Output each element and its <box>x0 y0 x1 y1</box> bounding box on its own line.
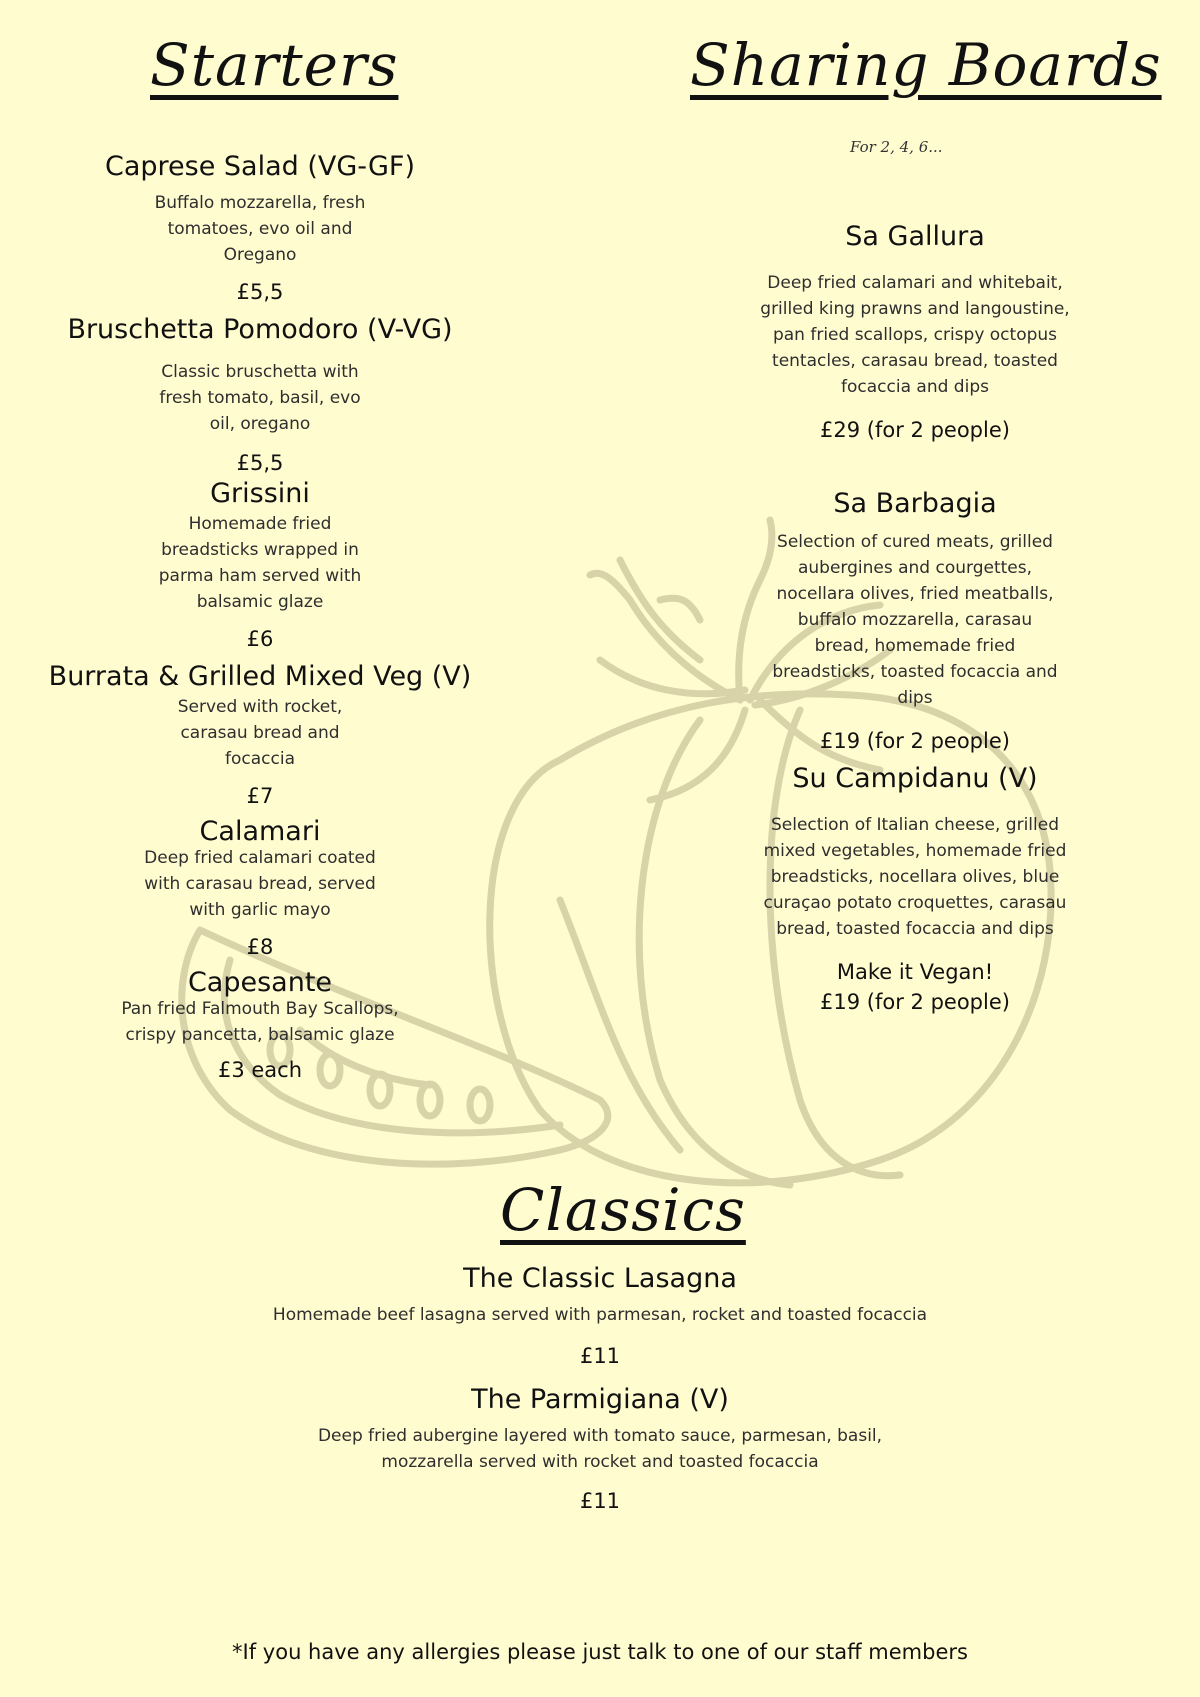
item-description: Homemade beef lasagna served with parmesan, rocket and toasted focaccia <box>272 1305 928 1325</box>
item-price: £5,5 <box>236 280 284 304</box>
sharing-boards-heading: Sharing Boards <box>690 31 1162 99</box>
item-name: Sa Gallura <box>845 221 985 252</box>
menu-item <box>200 1262 1000 1370</box>
item-name: The Parmigiana (V) <box>471 1384 729 1415</box>
item-name: Burrata & Grilled Mixed Veg (V) <box>48 661 472 692</box>
item-note: Make it Vegan! <box>836 960 994 984</box>
item-description: Buffalo mozzarella, fresh tomatoes, evo oil and Oregano <box>154 193 366 265</box>
item-name: Caprese Salad (VG-GF) <box>104 151 415 182</box>
item-name: Su Campidanu (V) <box>792 763 1038 794</box>
item-price: £3 each <box>217 1058 303 1082</box>
item-name: Sa Barbagia <box>833 488 997 519</box>
menu-item <box>200 1383 1000 1515</box>
item-price: £11 <box>579 1489 621 1513</box>
item-price: £8 <box>246 935 274 959</box>
item-description: Deep fried calamari coated with carasau bread, served with garlic mayo <box>144 848 376 920</box>
starters-heading: Starters <box>150 31 399 99</box>
item-description: Selection of Italian cheese, grilled mixed vegetables, homemade fried breadsticks, nocellara olives, blue curaçao potato croquettes, carasau bread, toasted focaccia and dips <box>763 815 1067 939</box>
item-description: Selection of cured meats, grilled aubergines and courgettes, nocellara olives, fried meatballs, buffalo mozzarella, carasau bread, homemade fried breadsticks, toasted focaccia and dips <box>772 532 1058 708</box>
item-name: Calamari <box>199 816 321 847</box>
item-name: Bruschetta Pomodoro (V-VG) <box>67 314 453 345</box>
item-description: Pan fried Falmouth Bay Scallops, crispy pancetta, balsamic glaze <box>121 999 399 1045</box>
item-price: £6 <box>246 627 274 651</box>
item-description: Deep fried calamari and whitebait, grilled king prawns and langoustine, pan fried scallops, crispy octopus tentacles, carasau bread, toasted focaccia and dips <box>760 273 1070 397</box>
sharing-boards-subtitle: For 2, 4, 6... <box>850 138 943 156</box>
item-description: Served with rocket, carasau bread and focaccia <box>177 697 343 769</box>
item-price: £19 (for 2 people) <box>820 729 1010 753</box>
item-price: £5,5 <box>236 451 284 475</box>
item-price: £11 <box>579 1344 621 1368</box>
classics-section <box>200 0 1000 1560</box>
item-name: Grissini <box>210 478 310 509</box>
item-description: Deep fried aubergine layered with tomato sauce, parmesan, basil, mozzarella served with rocket and toasted focaccia <box>317 1426 883 1472</box>
classics-heading: Classics <box>500 1176 746 1244</box>
item-description: Homemade fried breadsticks wrapped in parma ham served with balsamic glaze <box>158 514 362 612</box>
item-name: The Classic Lasagna <box>463 1263 737 1294</box>
item-price: £19 (for 2 people) <box>820 990 1010 1014</box>
item-description: Classic bruschetta with fresh tomato, basil, evo oil, oregano <box>159 362 361 434</box>
item-name: Capesante <box>187 967 333 998</box>
allergy-note: *If you have any allergies please just talk to one of our staff members <box>232 1640 968 1664</box>
item-price: £29 (for 2 people) <box>820 418 1010 442</box>
item-price: £7 <box>246 784 274 808</box>
